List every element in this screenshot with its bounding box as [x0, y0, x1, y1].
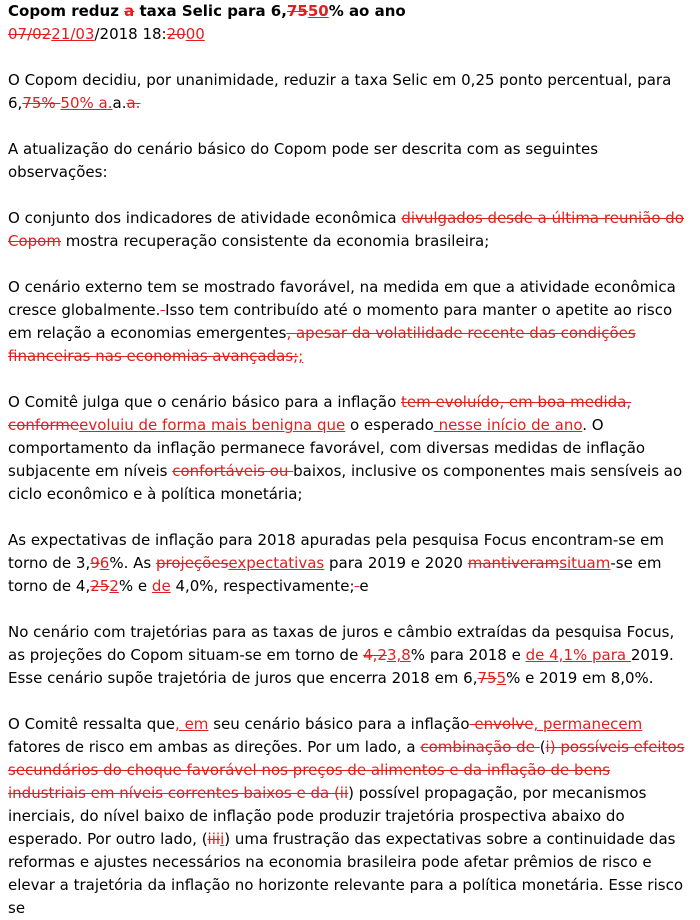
deleted-text: 07/02: [8, 25, 52, 43]
inserted-text: situam: [559, 554, 611, 572]
deleted-text: mantiveram: [467, 554, 560, 572]
document-title: Copom reduz a taxa Selic para 6,7550% ao ano: [8, 2, 406, 20]
inserted-text: , permanecem: [533, 715, 643, 733]
deleted-text: a.: [126, 94, 141, 112]
inserted-text: , em: [175, 715, 209, 733]
paragraph-risks: O Comitê ressalta que, em seu cenário básico para a inflação envolve, permanecem fatores de risco em ambas as direções. Por um lado, a combinação de (i) possíveis efeitos secundários do choque favorável nos preços de alimentos e da inflação de bens industriais em níveis correntes baixos e da (ii) possível propagação, por mecanismos inerciais, do nível baixo de inflação pode produzir trajetória prospectiva abaixo do esperado. Por outro lado, (iiii) uma frustração das expectativas sobre a continuidade das reformas e ajustes necessários na economia brasileira pode afetar prêmios de risco e elevar a trajetória da inflação no horizonte relevante para a política monetária. Esse risco se: [8, 715, 685, 917]
deleted-text: 9: [90, 554, 100, 572]
inserted-text: 3,8: [386, 646, 411, 664]
paragraph-activity: O conjunto dos indicadores de atividade econômica divulgados desde a última reunião do Copom mostra recuperação consistente da economia brasileira;: [8, 209, 684, 250]
deleted-text: iii: [207, 830, 221, 848]
paragraph-external: O cenário externo tem se mostrado favorável, na medida em que a atividade econômica cresce globalmente. Isso tem contribuído até o momento para manter o apetite ao risco em relação a economias emergentes, apesar da volatilidade recente das condições financeiras nas economias avançadas;;: [8, 278, 676, 365]
deleted-text: , apesar da volatilidade recente das condições financeiras nas economias avançadas;: [8, 324, 636, 365]
inserted-text: 00: [185, 25, 205, 43]
inserted-text: evoluiu de forma mais benigna que: [79, 416, 346, 434]
inserted-text: de: [151, 577, 171, 595]
paragraph-decision: O Copom decidiu, por unanimidade, reduzir a taxa Selic em 0,25 ponto percentual, para 6,75% 50% a.a.a.: [8, 71, 672, 112]
deleted-text: 75: [286, 2, 308, 20]
deleted-text: i) possíveis efeitos secundários do choque favorável nos preços de alimentos e da inflação de bens industriais em níveis correntes baixos e da (ii: [8, 738, 685, 802]
inserted-text: expectativas: [228, 554, 325, 572]
deleted-text: envolve: [469, 715, 534, 733]
deleted-text: projeções: [155, 554, 229, 572]
document-date: 07/0221/03/2018 18:2000: [8, 25, 205, 43]
deleted-text: 25: [90, 577, 110, 595]
inserted-text: ;: [298, 347, 304, 365]
deleted-text: a: [124, 2, 135, 20]
inserted-text: nesse início de ano: [433, 416, 583, 434]
paragraph-projections: No cenário com trajetórias para as taxas de juros e câmbio extraídas da pesquisa Focus, as projeções do Copom situam-se em torno de 4,23,8% para 2018 e de 4,1% para 2019. Esse cenário supõe trajetória de juros que encerra 2018 em 6,755% e 2019 em 8,0%.: [8, 623, 675, 687]
inserted-text: 5: [496, 669, 507, 687]
inserted-text: 21/03: [51, 25, 95, 43]
deleted-text: 75: [477, 669, 497, 687]
deleted-text: 4,2: [363, 646, 387, 664]
inserted-text: 6: [99, 554, 110, 572]
deleted-text: divulgados desde a última reunião do Copom: [8, 209, 684, 250]
deleted-text: combinação de: [420, 738, 540, 756]
inserted-text: i: [220, 830, 225, 848]
deleted-text: 20: [166, 25, 186, 43]
deleted-text: confortáveis ou: [172, 462, 294, 480]
paragraph-expectations: As expectativas de inflação para 2018 apuradas pela pesquisa Focus encontram-se em torno de 3,96%. As projeçõesexpectativas para 2019 e 2020 mantiveramsituam-se em torno de 4,252% e de 4,0%, respectivamente; e: [8, 531, 664, 595]
deleted-text: 75%: [22, 94, 61, 112]
paragraph-inflation: O Comitê julga que o cenário básico para a inflação tem evoluído, em boa medida, conformeevoluiu de forma mais benigna que o esperado nesse início de ano. O comportamento da inflação permanece favorável, com diversas medidas de inflação subjacente em níveis confortáveis ou baixos, inclusive os componentes mais sensíveis ao ciclo econômico e à política monetária;: [8, 393, 683, 503]
deleted-text: tem evoluído, em boa medida, conforme: [8, 393, 632, 434]
inserted-text: de 4,1% para: [525, 646, 631, 664]
inserted-text: 50% a.: [60, 94, 113, 112]
inserted-text: 2: [109, 577, 119, 595]
paragraph-intro: A atualização do cenário básico do Copom pode ser descrita com as seguintes observações:: [8, 140, 599, 181]
inserted-text: 50: [307, 2, 329, 20]
